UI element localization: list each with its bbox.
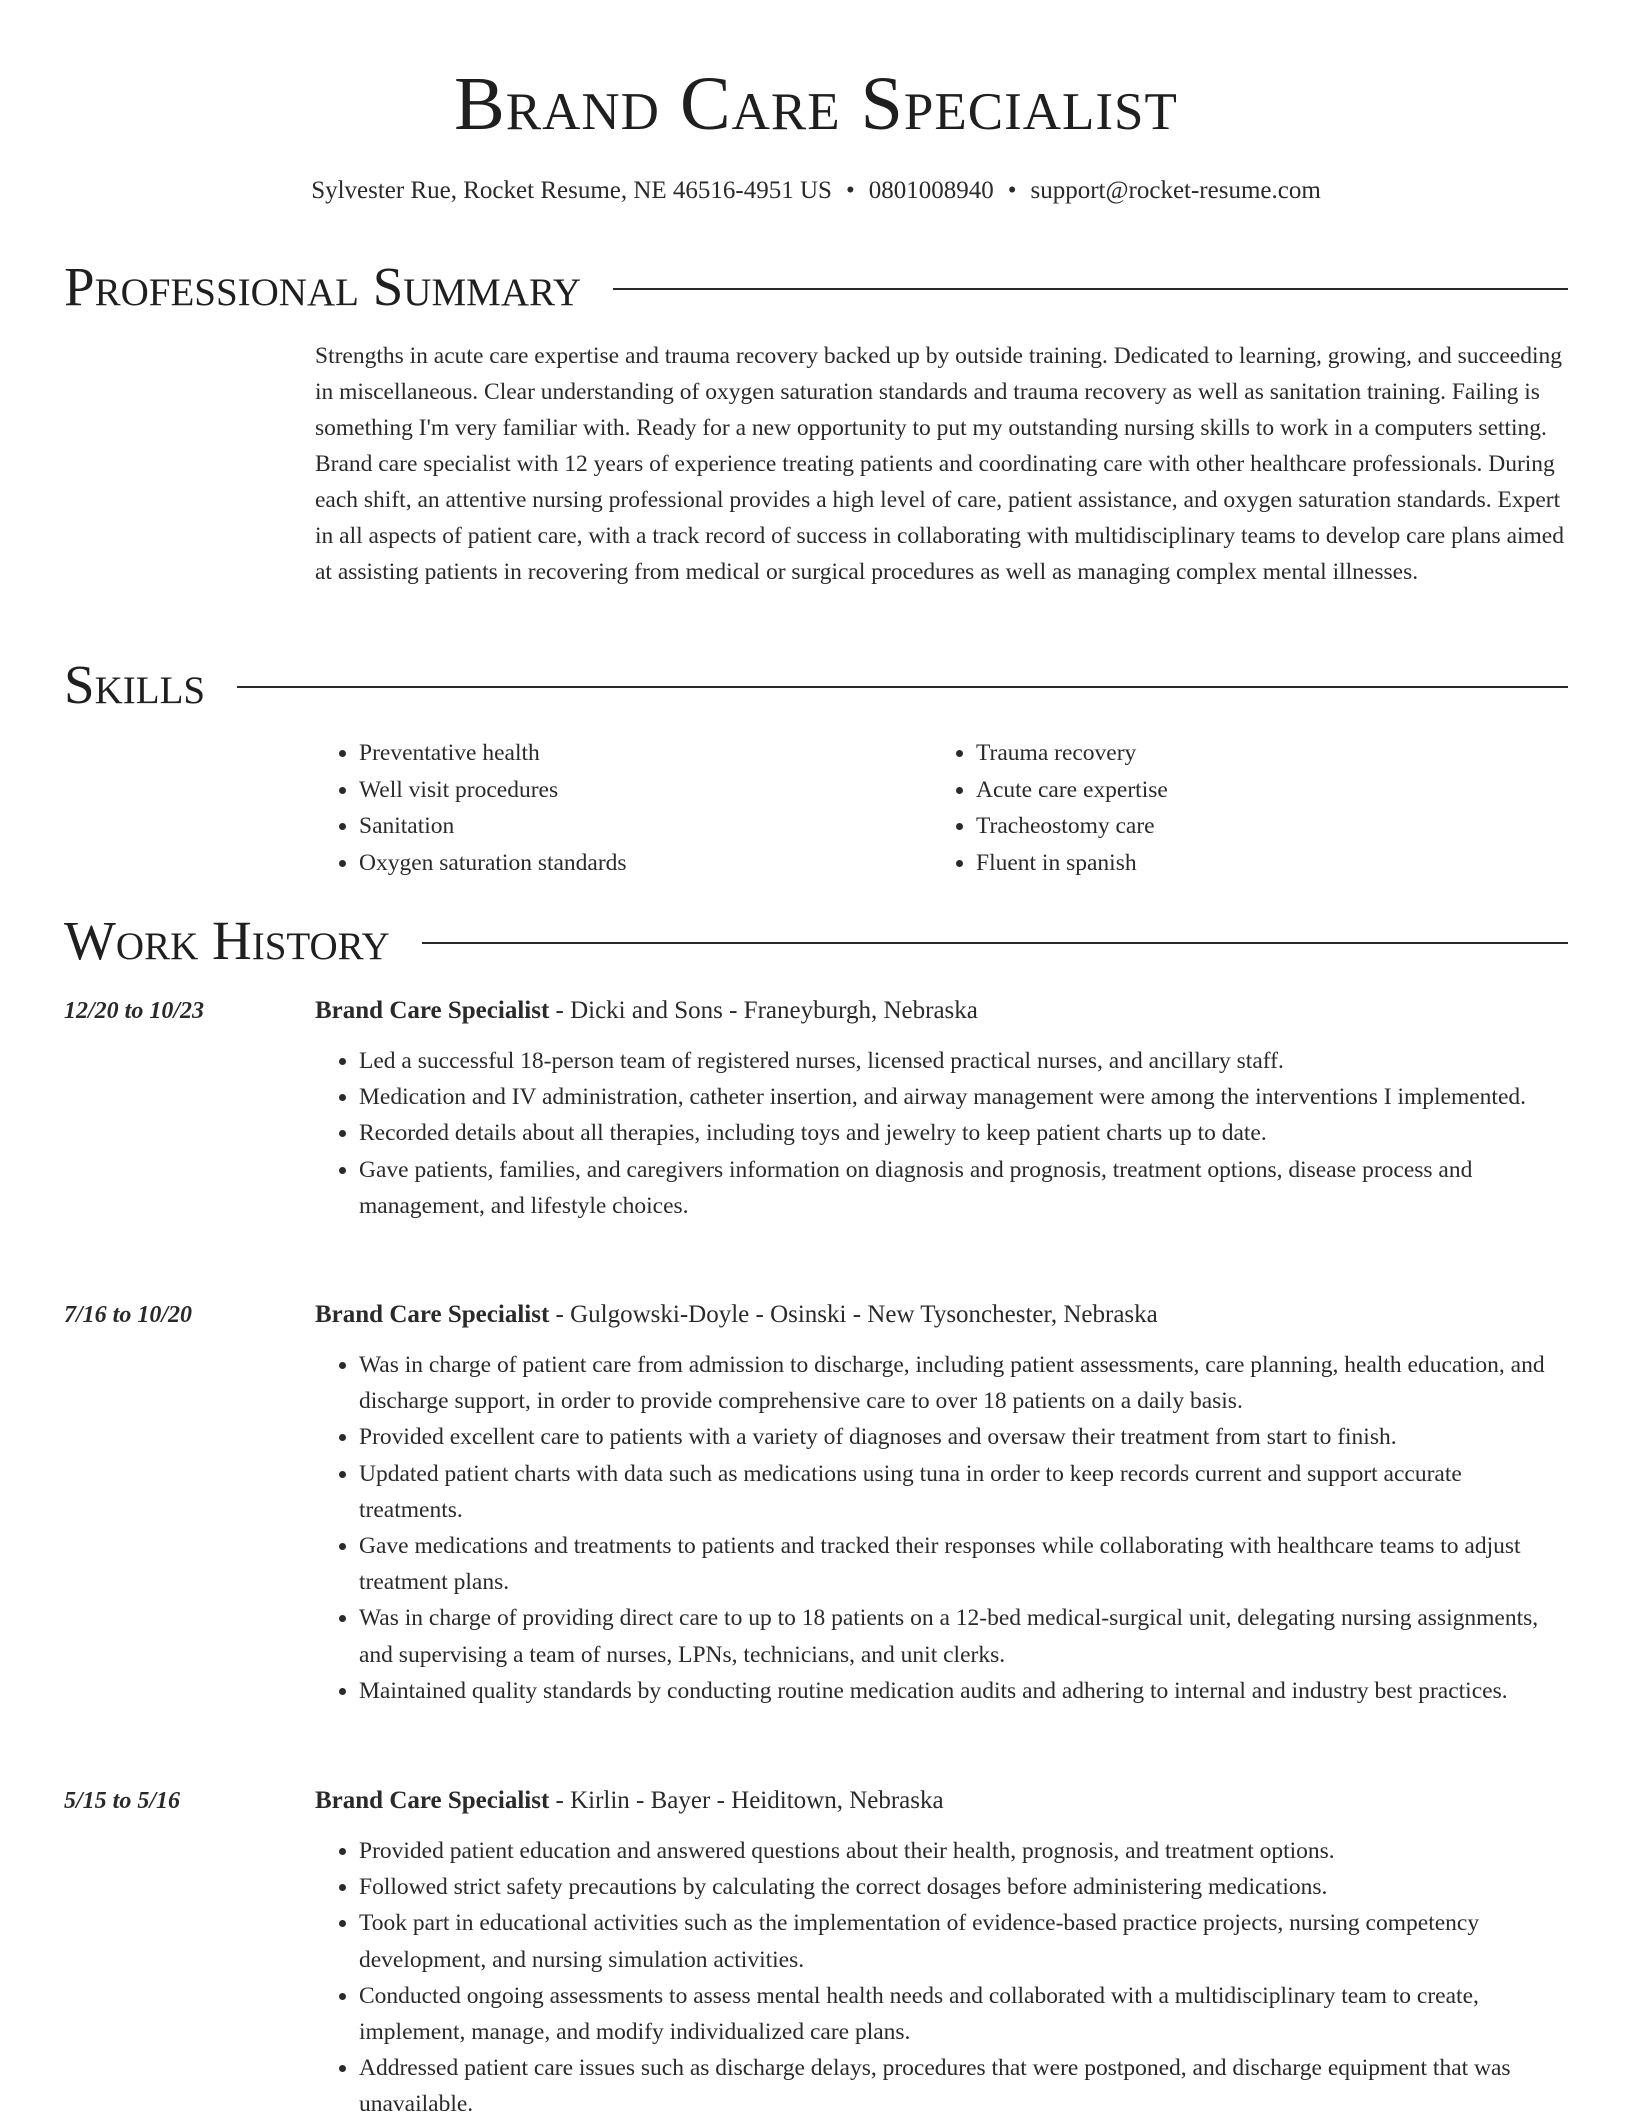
skill-item: • Preventative health [359, 735, 875, 772]
contact-line [64, 176, 1568, 206]
contact-address: Sylvester Rue, Rocket Resume, NE 46516-4951 US [311, 177, 832, 204]
job-entry [315, 1297, 1568, 1709]
job-bullet: • Gave patients, families, and caregivers information on diagnosis and prognosis, treatment options, disease process and management, and lifestyle choices. [359, 1152, 1568, 1224]
section-divider [237, 686, 1568, 688]
job-responsibilities [315, 1043, 1568, 1224]
skill-item: • Trauma recovery [976, 735, 1492, 772]
job-company-location: - Kirlin - Bayer - Heiditown, Nebraska [549, 1787, 944, 1814]
summary-heading-title: Professional Summary [64, 256, 582, 317]
candidate-title: Brand Care Specialist [454, 62, 1178, 146]
contact-separator: • [1007, 177, 1017, 204]
section-divider [422, 942, 1568, 944]
job-entry [315, 993, 1568, 1224]
job-responsibilities [315, 1347, 1568, 1709]
summary-heading [64, 256, 1568, 318]
skill-item: • Fluent in spanish [976, 845, 1492, 882]
skill-item: • Well visit procedures [359, 772, 875, 809]
contact-separator: • [845, 177, 855, 204]
job-responsibilities [315, 1833, 1568, 2123]
resume-page [64, 0, 1568, 2118]
summary-text: Strengths in acute care expertise and trauma recovery backed up by outside training. Dedicated to learning, growing, and succeeding in miscellaneous. Clear understanding of oxygen saturation standards and trauma recovery as well as sanitation training. Failing is something I'm very familiar with. Ready for a new opportunity to put my outstanding nursing skills to work in a computers setting. Brand care specialist with 12 years of experience treating patients and coordinating care with other healthcare professionals. During each shift, an attentive nursing professional provides a high level of care, patient assistance, and oxygen saturation standards. Expert in all aspects of patient care, with a track record of success in collaborating with multidisciplinary teams to develop care plans aimed at assisting patients in recovering from medical or surgical procedures as well as managing complex mental illnesses. [315, 343, 1564, 585]
section-divider [613, 288, 1568, 290]
job-dates: 7/16 to 10/20 [64, 1302, 193, 1328]
job-dates: 12/20 to 10/23 [64, 998, 205, 1024]
contact-phone: 0801008940 [868, 177, 994, 204]
job-bullet: • Gave medications and treatments to patients and tracked their responses while collaborating with healthcare teams to adjust treatment plans. [359, 1528, 1568, 1600]
job-entry [315, 1783, 1568, 2123]
contact-email: support@rocket-resume.com [1030, 177, 1321, 204]
job-title-line [315, 993, 1568, 1029]
work-history-heading-title: Work History [64, 910, 390, 971]
job-bullet: • Provided patient education and answered questions about their health, prognosis, and treatment options. [359, 1833, 1568, 1869]
job-bullet: • Provided excellent care to patients with a variety of diagnoses and oversaw their treatment from start to finish. [359, 1419, 1568, 1455]
job-company-location: - Gulgowski-Doyle - Osinski - New Tysonchester, Nebraska [549, 1301, 1158, 1328]
job-bullet: • Was in charge of providing direct care to up to 18 patients on a 12-bed medical-surgical unit, delegating nursing assignments, and supervising a team of nurses, LPNs, technicians, and unit clerks. [359, 1600, 1568, 1672]
job-bullet: • Addressed patient care issues such as discharge delays, procedures that were postponed, and discharge equipment that was unavailable. [359, 2050, 1568, 2122]
summary-section [315, 338, 1568, 590]
skills-list-left [315, 735, 875, 881]
job-bullet: • Was in charge of patient care from admission to discharge, including patient assessments, care planning, health education, and discharge support, in order to provide comprehensive care to over 18 patients on a daily basis. [359, 1347, 1568, 1419]
job-bullet: • Medication and IV administration, catheter insertion, and airway management were among the interventions I implemented. [359, 1079, 1568, 1115]
job-title-line [315, 1783, 1568, 1819]
work-history-heading [64, 910, 1568, 972]
skills-column-right [932, 735, 1492, 881]
skill-item: • Sanitation [359, 808, 875, 845]
job-bullet: • Recorded details about all therapies, including toys and jewelry to keep patient charts up to date. [359, 1115, 1568, 1151]
skill-item: • Oxygen saturation standards [359, 845, 875, 882]
skills-list-right [932, 735, 1492, 881]
skills-heading-title: Skills [64, 654, 206, 715]
job-company-location: - Dicki and Sons - Franeyburgh, Nebraska [549, 997, 978, 1024]
job-bullet: • Maintained quality standards by conducting routine medication audits and adhering to internal and industry best practices. [359, 1673, 1568, 1709]
job-bullet: • Followed strict safety precautions by calculating the correct dosages before administering medications. [359, 1869, 1568, 1905]
job-bullet: • Conducted ongoing assessments to assess mental health needs and collaborated with a multidisciplinary team to create, implement, manage, and modify individualized care plans. [359, 1978, 1568, 2050]
job-dates: 5/15 to 5/16 [64, 1788, 181, 1814]
skill-item: • Tracheostomy care [976, 808, 1492, 845]
skills-column-left [315, 735, 875, 881]
job-bullet: • Updated patient charts with data such as medications using tuna in order to keep records current and support accurate treatments. [359, 1456, 1568, 1528]
job-role: Brand Care Specialist [315, 1787, 550, 1814]
job-bullet: • Took part in educational activities such as the implementation of evidence-based practice projects, nursing competency development, and nursing simulation activities. [359, 1905, 1568, 1977]
job-title-line [315, 1297, 1568, 1333]
skills-heading [64, 654, 1568, 716]
job-role: Brand Care Specialist [315, 997, 550, 1024]
job-bullet: • Led a successful 18-person team of registered nurses, licensed practical nurses, and ancillary staff. [359, 1043, 1568, 1079]
job-role: Brand Care Specialist [315, 1301, 550, 1328]
skill-item: • Acute care expertise [976, 772, 1492, 809]
